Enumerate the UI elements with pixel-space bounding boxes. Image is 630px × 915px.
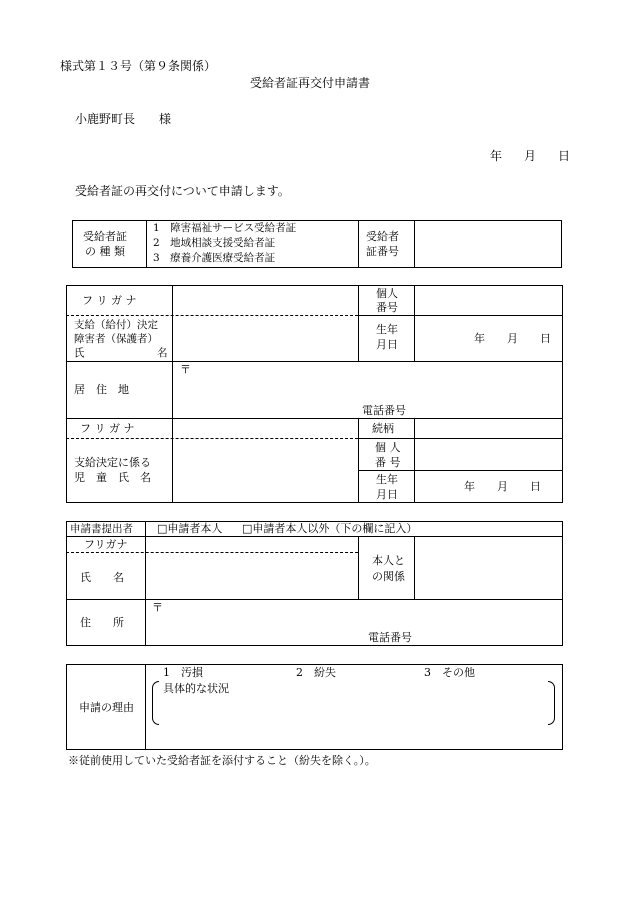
submitter-phone-label: 電話番号 bbox=[368, 631, 412, 644]
reason-option-soiled[interactable]: 1 汚損 bbox=[163, 666, 203, 679]
guardian-label-3: 氏 bbox=[74, 347, 85, 359]
submitter-label: 申請書提出者 bbox=[70, 523, 133, 535]
submitter-furigana-label: フリガナ bbox=[84, 538, 128, 551]
certificate-type-label: 受給者証 bbox=[83, 230, 127, 243]
birth-month-label: 月 bbox=[507, 332, 518, 345]
form-number: 様式第１３号（第９条関係） bbox=[60, 59, 217, 73]
option-disability-welfare: 1 障害福祉サービス受給者証 bbox=[153, 222, 297, 234]
child-birth-day-label: 日 bbox=[530, 480, 541, 493]
submitter-furigana-field[interactable] bbox=[150, 539, 354, 549]
right-bracket bbox=[548, 681, 555, 725]
personal-number-label: 個人 bbox=[376, 287, 398, 300]
child-furigana-field[interactable] bbox=[176, 421, 354, 435]
reason-option-lost[interactable]: 2 紛失 bbox=[296, 666, 336, 679]
option-community-consultation: 2 地域相談支援受給者証 bbox=[153, 237, 276, 249]
child-birthdate-label: 生年 bbox=[376, 473, 398, 486]
date-year-label: 年 bbox=[490, 149, 503, 163]
addressee: 小鹿野町長 様 bbox=[75, 112, 172, 126]
child-furigana-label: フ リ ガ ナ bbox=[80, 422, 135, 435]
child-birthdate-label-2: 月日 bbox=[376, 488, 398, 501]
relation-field[interactable] bbox=[418, 540, 558, 595]
submitter-address-label: 住 所 bbox=[80, 616, 124, 629]
relationship-label: 続柄 bbox=[372, 422, 394, 435]
relationship-field[interactable] bbox=[418, 421, 558, 435]
submitter-option-self[interactable]: □申請者本人 bbox=[157, 522, 223, 535]
guardian-label-name-char: 名 bbox=[157, 347, 168, 359]
reason-option-other[interactable]: 3 その他 bbox=[424, 666, 475, 679]
submitter-postal-mark: 〒 bbox=[152, 601, 163, 614]
submitter-name-label: 氏 名 bbox=[80, 571, 124, 584]
child-birth-month-label: 月 bbox=[497, 480, 508, 493]
postal-mark: 〒 bbox=[180, 363, 191, 376]
submitter-option-other[interactable]: □申請者本人以外（下の欄に記入） bbox=[242, 522, 418, 535]
furigana-label: フ リ ガ ナ bbox=[82, 294, 137, 307]
date-day-label: 日 bbox=[558, 149, 571, 163]
date-month-label: 月 bbox=[524, 149, 537, 163]
reason-label: 申請の理由 bbox=[79, 701, 134, 714]
relation-to-applicant-label-2: の関係 bbox=[372, 570, 405, 583]
guardian-label-2: 障害者（保護者） bbox=[74, 333, 158, 345]
guardian-name-field[interactable] bbox=[176, 319, 354, 357]
form-title: 受給者証再交付申請書 bbox=[250, 76, 371, 90]
child-birth-year-label: 年 bbox=[464, 480, 475, 493]
personal-number-label-2: 番号 bbox=[376, 301, 398, 314]
guardian-label-1: 支給（給付）決定 bbox=[74, 319, 158, 331]
submitter-address-field[interactable] bbox=[168, 603, 558, 629]
residence-field[interactable] bbox=[196, 364, 556, 400]
child-personal-number-label: 個 人 bbox=[375, 441, 401, 454]
details-label: 具体的な状況 bbox=[163, 682, 229, 695]
child-personal-number-label-2: 番 号 bbox=[375, 456, 401, 469]
relation-to-applicant-label: 本人と bbox=[372, 554, 405, 567]
birthdate-label-2: 月日 bbox=[376, 338, 398, 351]
birth-day-label: 日 bbox=[540, 332, 551, 345]
certificate-number-label-2: 証番号 bbox=[366, 245, 399, 258]
child-name-field[interactable] bbox=[176, 442, 354, 498]
submitter-name-field[interactable] bbox=[150, 556, 354, 596]
certificate-type-label-2: の 種 類 bbox=[85, 245, 125, 258]
certificate-number-label: 受給者 bbox=[366, 230, 399, 243]
left-bracket bbox=[152, 681, 159, 725]
residence-label: 居 住 地 bbox=[74, 383, 129, 396]
birthdate-label: 生年 bbox=[376, 323, 398, 336]
furigana-field[interactable] bbox=[176, 289, 354, 311]
birth-year-label: 年 bbox=[474, 332, 485, 345]
application-statement: 受給者証の再交付について申請します。 bbox=[75, 184, 290, 198]
details-field[interactable] bbox=[163, 697, 541, 723]
phone-label: 電話番号 bbox=[362, 404, 406, 417]
attachment-note: ※従前使用していた受給者証を添付すること（紛失を除く。）。 bbox=[68, 754, 376, 767]
certificate-number-field[interactable] bbox=[420, 225, 556, 263]
child-name-label-2: 児 童 氏 名 bbox=[74, 471, 151, 484]
child-name-label: 支給決定に係る bbox=[74, 456, 151, 469]
option-medical-care: 3 療養介護医療受給者証 bbox=[153, 252, 276, 264]
